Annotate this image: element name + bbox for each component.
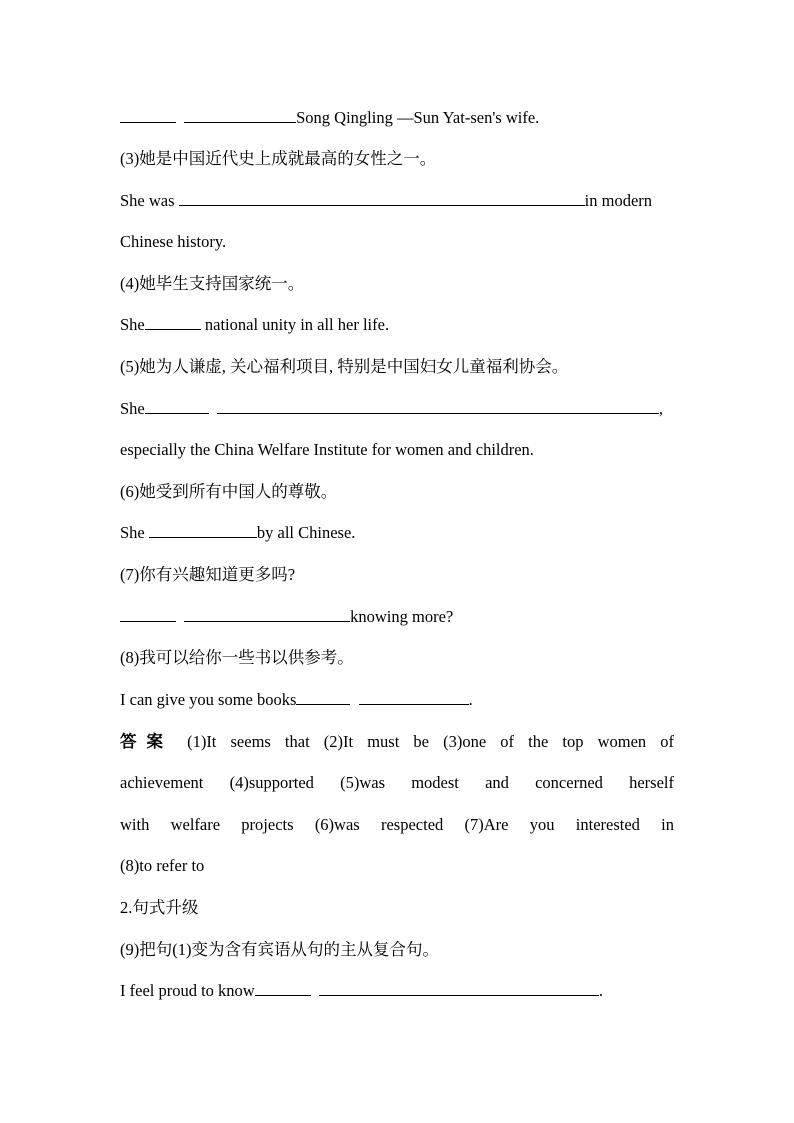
answer-blank[interactable] — [359, 689, 469, 705]
q4-english-line — [120, 313, 674, 337]
answer-item: (6)was respected — [314, 815, 444, 834]
sentence-text: national unity in all her life. — [200, 315, 390, 334]
answer-blank[interactable] — [145, 398, 209, 414]
answer-blank[interactable] — [255, 980, 311, 996]
q7-chinese: (7)你有兴趣知道更多吗? — [120, 565, 296, 584]
sentence-text: . — [468, 690, 473, 709]
sentence-text: . — [598, 981, 603, 1000]
answers-label: 答案 — [120, 732, 173, 751]
sentence-text: She — [120, 315, 145, 334]
answer-item: (3)one of the top women of — [443, 732, 675, 751]
sentence-text: She was — [120, 191, 175, 210]
answer-item: (2)It must be — [323, 732, 429, 751]
q2-english-line — [120, 106, 674, 130]
answer-item: (1)It seems that — [187, 732, 310, 751]
answers-line-1 — [120, 730, 674, 754]
q9-english-line — [120, 979, 674, 1003]
section-heading: 2.句式升级 — [120, 898, 199, 917]
sentence-text: I feel proud to know — [120, 981, 255, 1000]
sentence-text: She — [120, 399, 145, 418]
q8-english-line — [120, 688, 674, 712]
answer-blank[interactable] — [184, 606, 350, 622]
q7-english-line — [120, 605, 674, 629]
q5-chinese: (5)她为人谦虚, 关心福利项目, 特别是中国妇女儿童福利协会。 — [120, 357, 569, 376]
q3-chinese: (3)她是中国近代史上成就最高的女性之一。 — [120, 149, 437, 168]
sentence-text: Song Qingling —Sun Yat-sen's wife. — [296, 108, 540, 127]
sentence-text: , — [658, 399, 663, 418]
answer-item: achievement — [120, 773, 204, 792]
answer-blank[interactable] — [319, 980, 599, 996]
sentence-text: She — [120, 523, 149, 542]
sentence-text: by all Chinese. — [256, 523, 356, 542]
answer-blank[interactable] — [120, 606, 176, 622]
q4-chinese: (4)她毕生支持国家统一。 — [120, 274, 305, 293]
answers-line-2 — [120, 771, 674, 795]
q6-english-line — [120, 521, 674, 545]
q5-english-continuation: especially the China Welfare Institute for women and children. — [120, 440, 534, 459]
answer-item: (5)was modest and concerned herself — [340, 773, 674, 792]
answer-blank[interactable] — [149, 522, 257, 538]
q6-chinese: (6)她受到所有中国人的尊敬。 — [120, 482, 338, 501]
answer-item: with welfare projects — [120, 815, 294, 834]
sentence-text: in modern — [584, 191, 653, 210]
q8-chinese: (8)我可以给你一些书以供参考。 — [120, 648, 354, 667]
answer-blank[interactable] — [145, 314, 201, 330]
answer-blank[interactable] — [184, 107, 296, 123]
answer-blank[interactable] — [217, 398, 659, 414]
q3-english-continuation: Chinese history. — [120, 232, 227, 251]
answer-blank[interactable] — [179, 190, 585, 206]
answer-item: (7)Are you interested in — [464, 815, 675, 834]
answer-blank[interactable] — [296, 689, 350, 705]
sentence-text: I can give you some books — [120, 690, 297, 709]
q9-chinese: (9)把句(1)变为含有宾语从句的主从复合句。 — [120, 940, 439, 959]
answer-item: (4)supported — [229, 773, 314, 792]
q5-english-line — [120, 397, 674, 421]
answer-blank[interactable] — [120, 107, 176, 123]
answers-line-3 — [120, 813, 674, 837]
q3-english-line — [120, 189, 674, 213]
sentence-text: knowing more? — [350, 607, 454, 626]
answers-line-4: (8)to refer to — [120, 856, 205, 875]
